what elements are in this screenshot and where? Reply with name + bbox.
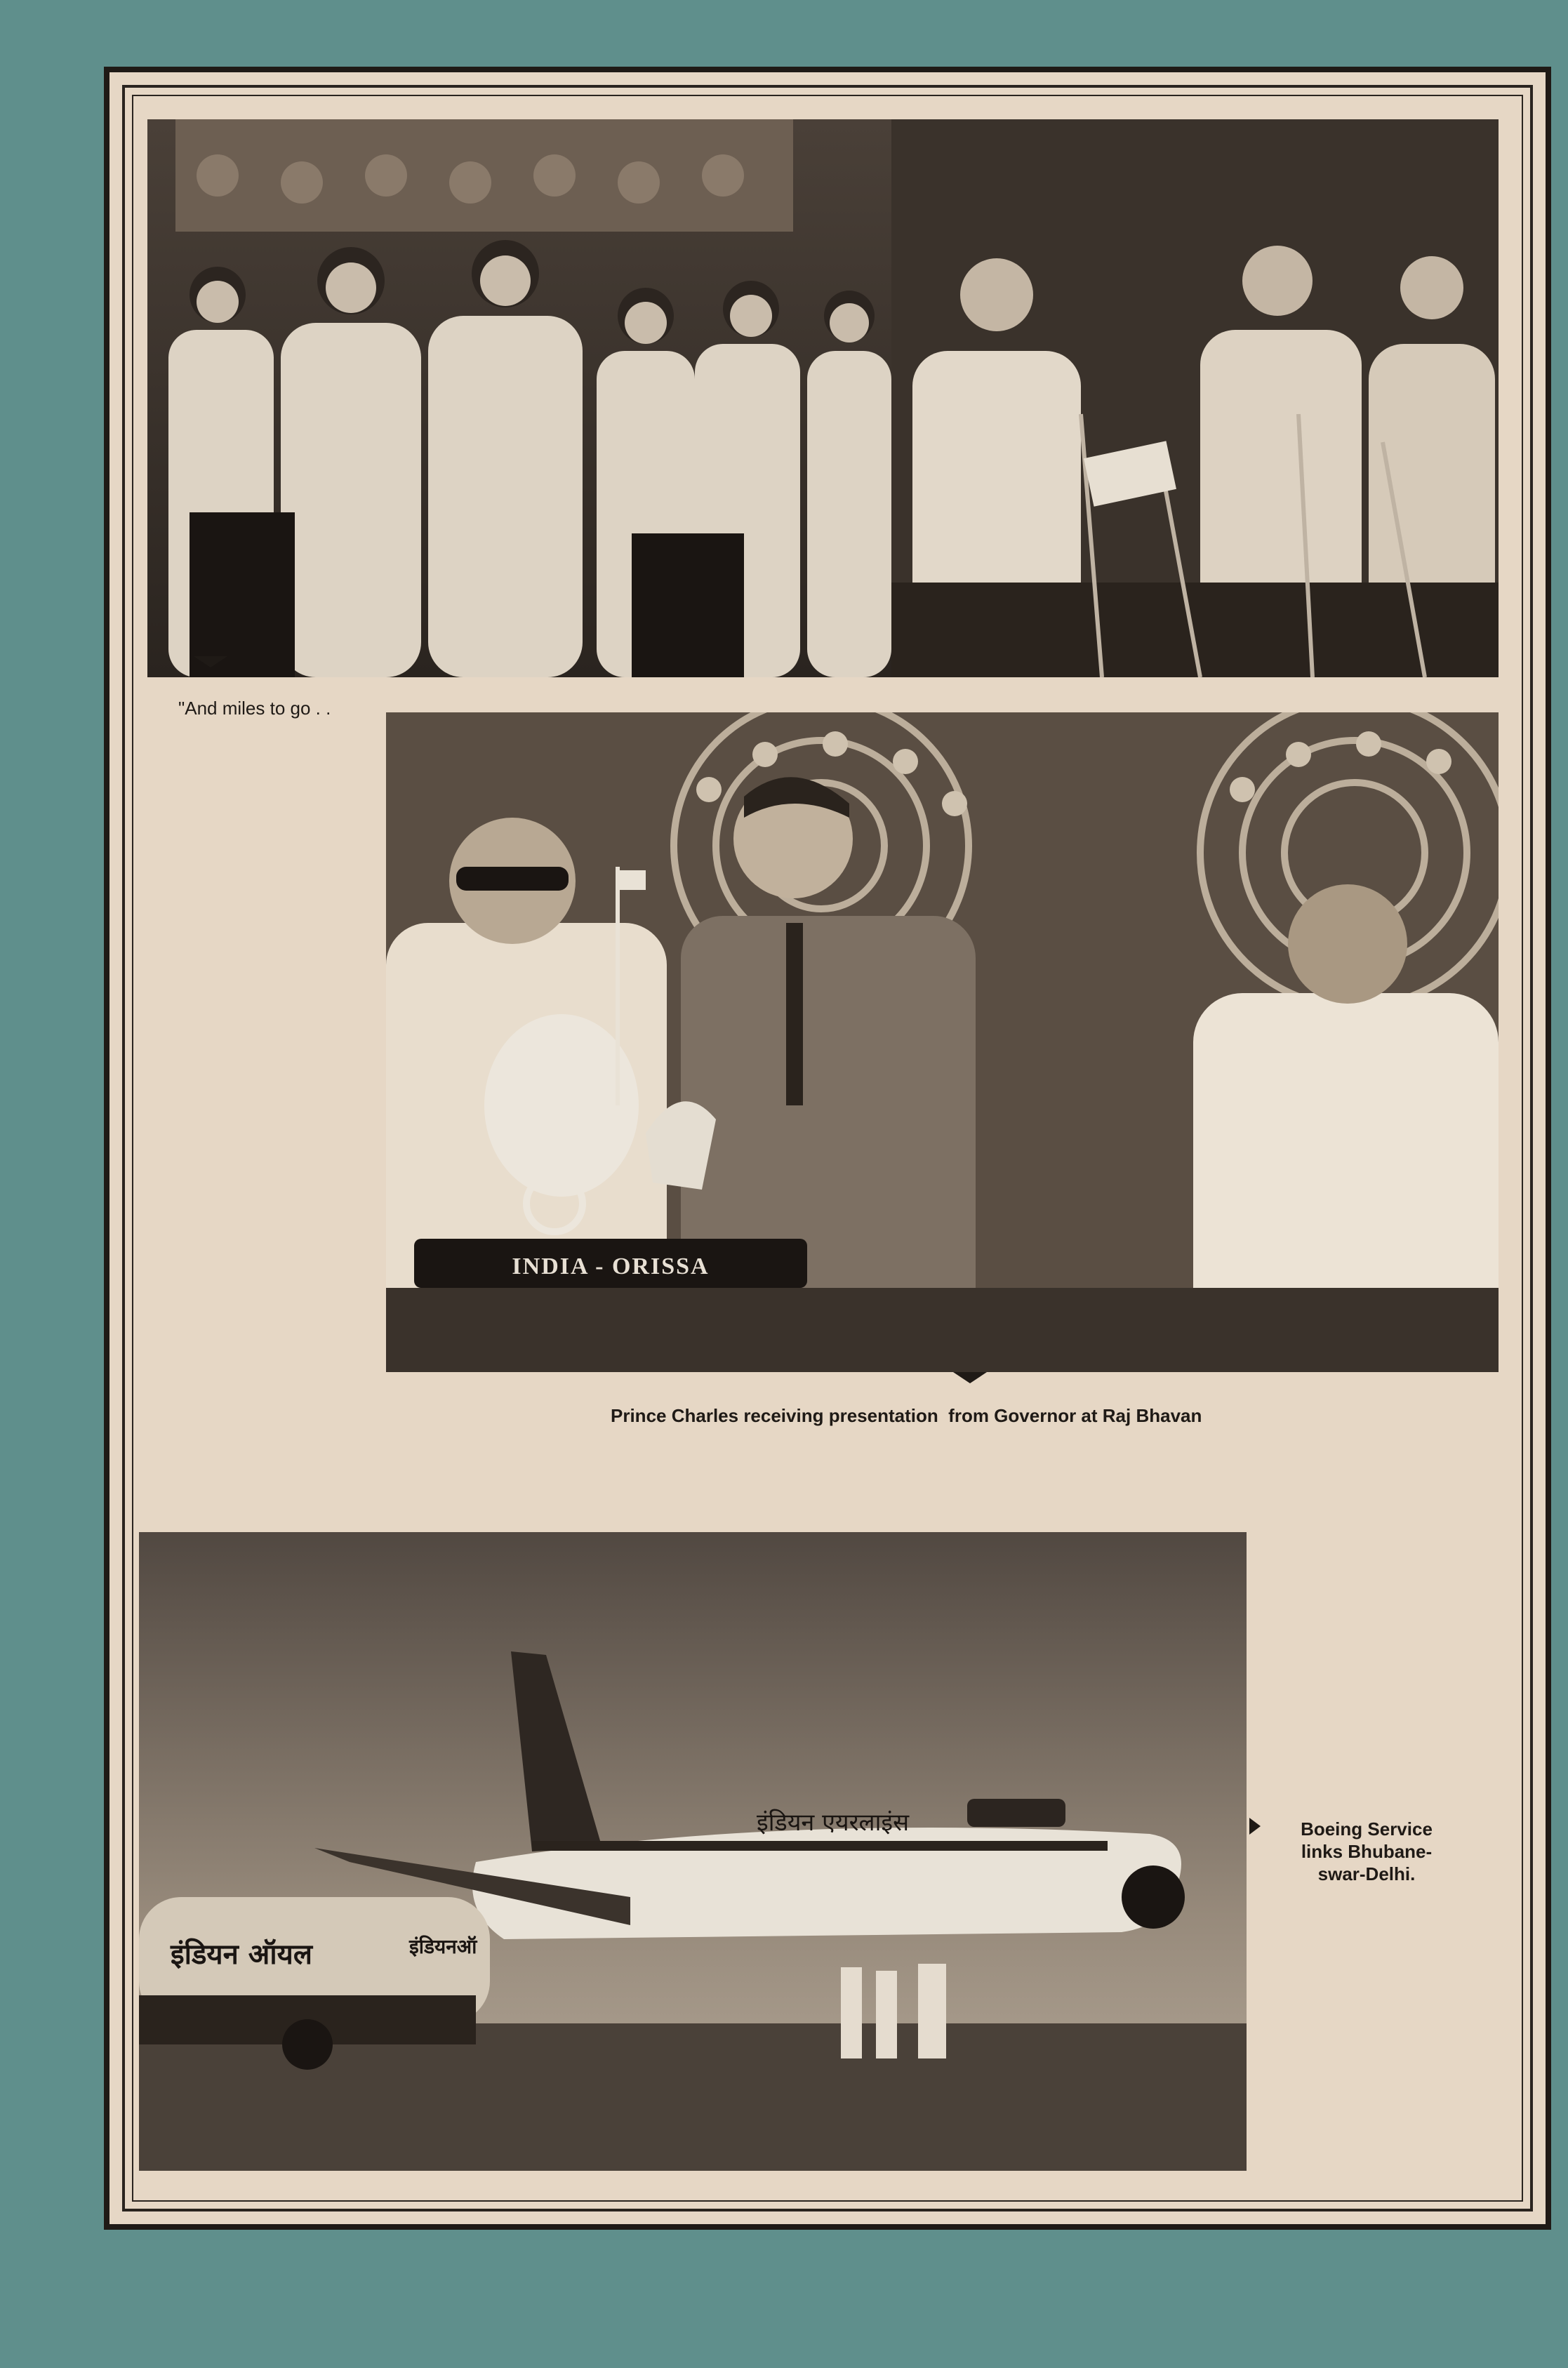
tanker-text-2: इंडियनऑ	[409, 1935, 477, 1958]
caption-boeing-line2: links Bhubane-	[1301, 1841, 1433, 1862]
caption-pointer-top	[194, 656, 227, 667]
plate-text: INDIA - ORISSA	[512, 1253, 710, 1279]
caption-boeing-service	[1279, 1818, 1454, 1885]
photo-boeing-aircraft	[139, 1532, 1247, 2171]
caption-prince-charles: Prince Charles receiving presentation from Governor at Raj Bhavan	[611, 1405, 1202, 1426]
photo-prince-charles-presentation	[386, 712, 1499, 1372]
caption-and-miles-to-go: "And miles to go . .	[178, 698, 331, 719]
presentation-photo-illustration	[386, 712, 1499, 1372]
caption-boeing-line1: Boeing Service	[1301, 1818, 1433, 1840]
ceremony-photo-illustration	[147, 119, 1499, 677]
aircraft-livery-text: इंडियन एयरलाइंस	[757, 1809, 910, 1837]
caption-boeing-line3: swar-Delhi.	[1317, 1863, 1416, 1884]
tanker-text: इंडियन ऑयल	[171, 1938, 312, 1971]
caption-pointer-middle	[953, 1372, 987, 1383]
aircraft-photo-illustration	[139, 1532, 1247, 2171]
caption-pointer-boeing	[1249, 1818, 1261, 1835]
photo-swearing-in-ceremony	[147, 119, 1499, 677]
